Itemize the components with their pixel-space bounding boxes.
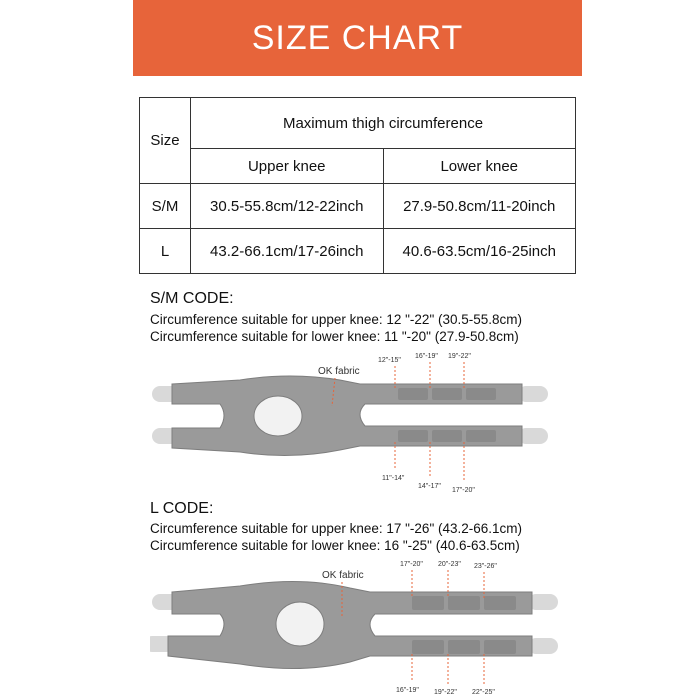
size-header: Size bbox=[140, 98, 191, 184]
upper-measure: 12"-15" bbox=[378, 357, 401, 364]
upper-measure: 20"-23" bbox=[438, 561, 461, 568]
l-brace-diagram bbox=[150, 556, 560, 700]
lower-measure: 19"-22" bbox=[434, 689, 457, 696]
velcro-patch bbox=[466, 388, 496, 400]
sm-lower-line: Circumference suitable for lower knee: 11 "-20" (27.9-50.8cm) bbox=[150, 329, 519, 344]
velcro-patch bbox=[448, 596, 480, 610]
lower-cell: 40.6-63.5cm/16-25inch bbox=[383, 229, 576, 274]
lower-measure: 16"-19" bbox=[396, 687, 419, 694]
upper-measure: 23"-26" bbox=[474, 563, 497, 570]
sm-code-title: S/M CODE: bbox=[150, 290, 234, 307]
table-subheader-row bbox=[140, 149, 576, 184]
lower-measure: 11"-14" bbox=[382, 475, 405, 482]
upper-cell: 30.5-55.8cm/12-22inch bbox=[191, 184, 384, 229]
table-header-row bbox=[140, 98, 576, 149]
ok-fabric-label: OK fabric bbox=[322, 570, 364, 581]
velcro-patch bbox=[432, 430, 462, 442]
brace-body bbox=[168, 581, 532, 668]
ok-fabric-label: OK fabric bbox=[318, 366, 360, 377]
upper-cell: 43.2-66.1cm/17-26inch bbox=[191, 229, 384, 274]
table-row bbox=[140, 184, 576, 229]
size-cell: L bbox=[140, 229, 191, 274]
upper-measure: 16"-19" bbox=[415, 353, 438, 360]
upper-measure: 17"-20" bbox=[400, 561, 423, 568]
lower-knee-header: Lower knee bbox=[383, 149, 576, 184]
velcro-patch bbox=[412, 596, 444, 610]
lower-measure: 22"-25" bbox=[472, 689, 495, 696]
page-title: SIZE CHART bbox=[251, 18, 464, 57]
l-code-title: L CODE: bbox=[150, 500, 214, 517]
knee-opening bbox=[276, 602, 324, 646]
velcro-patch bbox=[398, 388, 428, 400]
velcro-patch bbox=[484, 640, 516, 654]
l-upper-line: Circumference suitable for upper knee: 17 "-26" (43.2-66.1cm) bbox=[150, 521, 523, 536]
size-table bbox=[139, 97, 576, 274]
velcro-patch bbox=[412, 640, 444, 654]
knee-opening bbox=[254, 396, 302, 436]
velcro-patch bbox=[484, 596, 516, 610]
lower-measure: 14"-17" bbox=[418, 483, 441, 490]
velcro-patch bbox=[398, 430, 428, 442]
sm-brace-diagram bbox=[150, 348, 550, 498]
velcro-patch bbox=[466, 430, 496, 442]
upper-knee-header: Upper knee bbox=[191, 149, 384, 184]
sm-upper-line: Circumference suitable for upper knee: 12 "-22" (30.5-55.8cm) bbox=[150, 312, 523, 327]
header-banner bbox=[133, 0, 582, 76]
lower-measure: 17"-20" bbox=[452, 487, 475, 494]
velcro-patch bbox=[448, 640, 480, 654]
size-cell: S/M bbox=[140, 184, 191, 229]
velcro-patch bbox=[432, 388, 462, 400]
l-lower-line: Circumference suitable for lower knee: 16 "-25" (40.6-63.5cm) bbox=[150, 538, 520, 553]
brace-body bbox=[172, 376, 522, 456]
group-header: Maximum thigh circumference bbox=[191, 98, 576, 149]
upper-measure: 19"-22" bbox=[448, 353, 471, 360]
table-row bbox=[140, 229, 576, 274]
lower-cell: 27.9-50.8cm/11-20inch bbox=[383, 184, 576, 229]
